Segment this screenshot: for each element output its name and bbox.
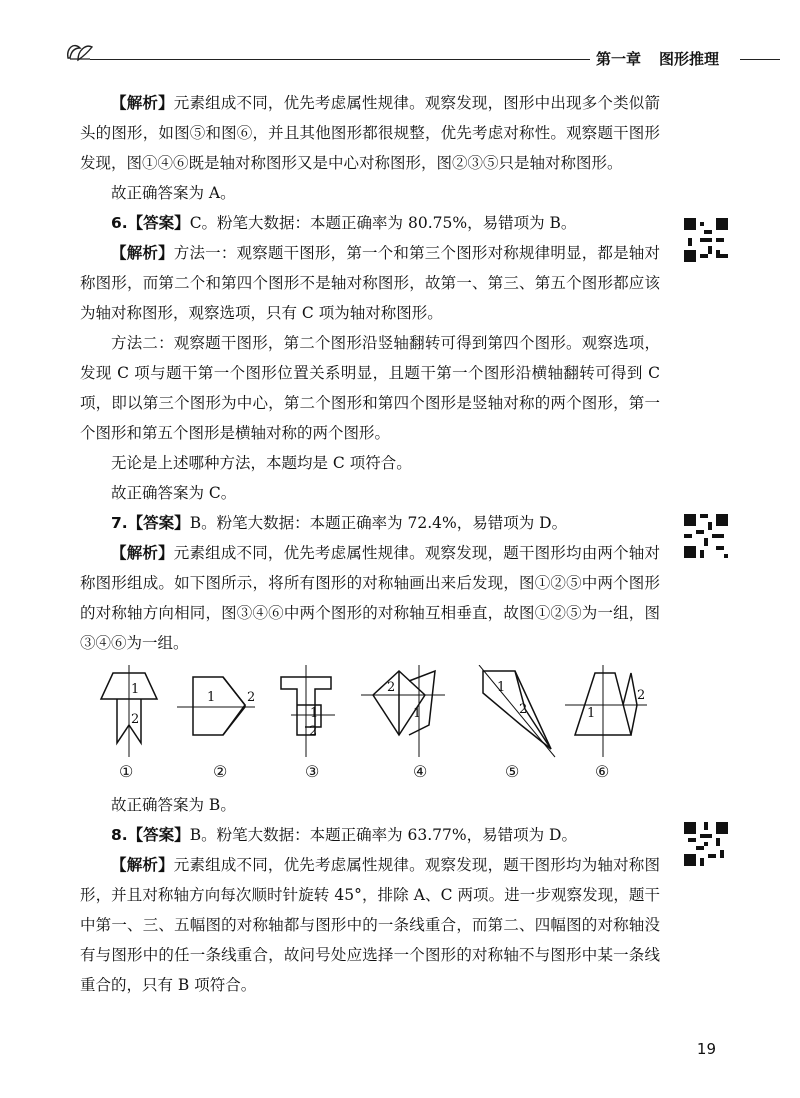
paragraph-text: 故正确答案为 B。 <box>111 796 236 814</box>
figure-mark: 1 <box>310 706 319 721</box>
paragraph <box>80 208 660 238</box>
paragraph <box>80 508 660 538</box>
paragraph-text: 元素组成不同，优先考虑属性规律。观察发现，题干图形均为轴对称图形，并且对称轴方向每次顺时针旋转 45°，排除 A、C 两项。进一步观察发现，题干中第一、三、五幅图的对称轴都与图形中的一条线重合，而第二、四幅图的对称轴没有与图形中的任一条线重合，故问号处应选择一个图形的对称轴不与图形中某一条线重合的，只有 B 项符合。 <box>80 856 660 994</box>
figure-label: ② <box>213 762 228 781</box>
paragraph-text: 无论是上述哪种方法，本题均是 C 项符合。 <box>111 454 412 472</box>
paragraph <box>80 238 660 328</box>
figure-mark: 1 <box>131 682 140 697</box>
main-text <box>80 88 660 658</box>
qr-code-icon[interactable] <box>684 514 728 558</box>
paragraph <box>80 178 660 208</box>
main-text-bottom <box>80 790 660 1000</box>
figure-label: ③ <box>305 762 320 781</box>
figure-label: ⑤ <box>505 762 520 781</box>
header-rule <box>90 59 590 60</box>
page-number: 19 <box>696 1040 716 1058</box>
paragraph <box>80 448 660 478</box>
figure-1 <box>101 665 157 757</box>
figure-2 <box>177 677 255 735</box>
figure-mark: 2 <box>519 702 528 717</box>
figure-label: ④ <box>413 762 428 781</box>
paragraph-tag: 【解析】 <box>111 94 174 112</box>
paragraph-text: 方法一：观察题干图形，第一个和第三个图形对称规律明显，都是轴对称图形，而第二个和第四个图形不是轴对称图形，故第一、第三、第五个图形都应该为轴对称图形，观察选项，只有 C 项为轴对称图形。 <box>80 244 660 322</box>
figure-6 <box>565 665 647 757</box>
figure-mark: 1 <box>207 690 216 705</box>
paragraph-text: 元素组成不同，优先考虑属性规律。观察发现，题干图形均由两个轴对称图形组成。如下图所示，将所有图形的对称轴画出来后发现，图①②⑤中两个图形的对称轴方向相同，图③④⑥中两个图形的对称轴互相垂直，故图①②⑤为一组，图③④⑥为一组。 <box>80 544 660 652</box>
paragraph <box>80 328 660 448</box>
figure-mark: 2 <box>637 688 646 703</box>
figure-mark: 2 <box>387 680 396 695</box>
qr-code-icon[interactable] <box>684 218 728 262</box>
figure-mark: 2 <box>247 690 256 705</box>
figure-labels <box>95 762 655 788</box>
paragraph-text: 故正确答案为 C。 <box>111 484 237 502</box>
figure-mark: 2 <box>309 724 318 739</box>
paragraph <box>80 850 660 1000</box>
paragraph-tag: 【解析】 <box>111 544 174 562</box>
paragraph <box>80 538 660 658</box>
figure-mark: 1 <box>413 706 422 721</box>
answer-tag: 7.【答案】 <box>111 514 190 532</box>
answer-tag: 8.【答案】 <box>111 826 190 844</box>
qr-code-icon[interactable] <box>684 822 728 866</box>
paragraph-tag: 【解析】 <box>111 244 174 262</box>
figure-label: ⑥ <box>595 762 610 781</box>
header-rule-right <box>740 59 780 60</box>
chapter-label: 第一章 <box>596 50 642 68</box>
figure-4 <box>361 665 445 757</box>
paragraph-text: 元素组成不同，优先考虑属性规律。观察发现，图形中出现多个类似箭头的图形，如图⑤和图⑥，并且其他图形都很规整，优先考虑对称性。观察题干图形发现，图①④⑥既是轴对称图形又是中心对称图形，图②③⑤只是轴对称图形。 <box>80 94 660 172</box>
figure-5 <box>479 665 555 757</box>
paragraph <box>80 820 660 850</box>
paragraph-tag: 【解析】 <box>111 856 174 874</box>
leaf-logo-icon <box>64 38 94 64</box>
paragraph-text: 故正确答案为 A。 <box>111 184 236 202</box>
paragraph <box>80 88 660 178</box>
paragraph <box>80 790 660 820</box>
running-header <box>596 48 719 69</box>
paragraph-text: 方法二：观察题干图形，第二个图形沿竖轴翻转可得到第四个图形。观察选项，发现 C 项与题干第一个图形位置关系明显，且题干第一个图形沿横轴翻转可得到 C 项，即以第三个图形为中心，第二个图形和第四个图形是竖轴对称的两个图形，第一个图形和第五个图形是横轴对称的两个图形。 <box>80 334 660 442</box>
answer-tag: 6.【答案】 <box>111 214 190 232</box>
paragraph-text: B。粉笔大数据：本题正确率为 72.4%，易错项为 D。 <box>189 514 568 532</box>
figure-mark: 2 <box>131 712 140 727</box>
paragraph-text: B。粉笔大数据：本题正确率为 63.77%，易错项为 D。 <box>189 826 577 844</box>
paragraph-text: C。粉笔大数据：本题正确率为 80.75%，易错项为 B。 <box>189 214 577 232</box>
paragraph <box>80 478 660 508</box>
figure-label: ① <box>119 762 134 781</box>
figure-mark: 1 <box>497 680 506 695</box>
section-label: 图形推理 <box>659 50 720 68</box>
figure-3 <box>281 665 335 757</box>
figure-mark: 1 <box>587 706 596 721</box>
